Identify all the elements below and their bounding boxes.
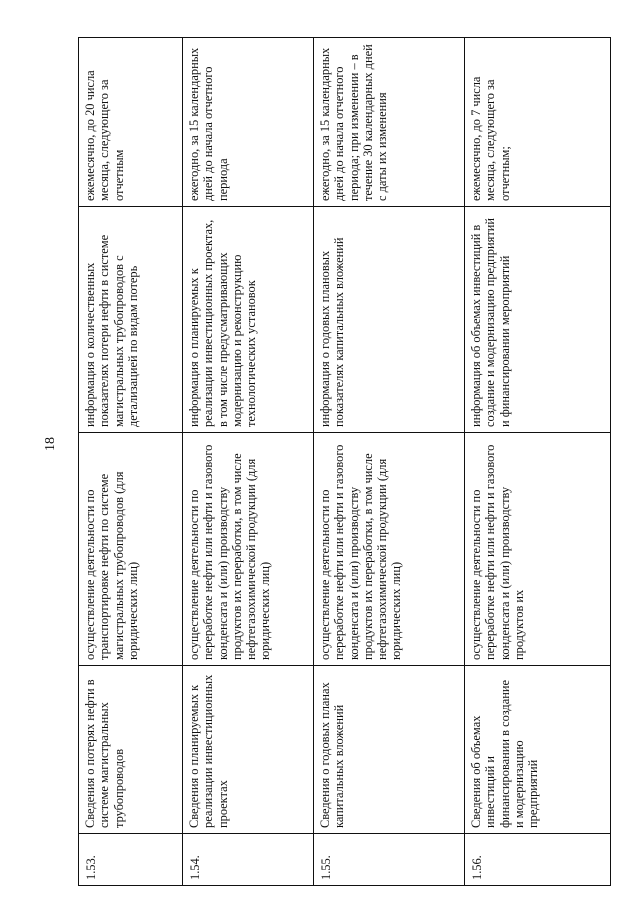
- row-number: 1.54.: [183, 834, 314, 886]
- rotated-table-container: [78, 38, 610, 886]
- row-number: 1.53.: [79, 834, 183, 886]
- report-name: Сведения об объемах инвестиций и финансировании в создание и модернизацию предприятий: [465, 666, 611, 834]
- activity-type: осуществление деятельности по переработке нефти или нефти и газового конденсата и (или) производству продуктов их: [465, 433, 611, 666]
- reporting-table: [78, 37, 611, 886]
- row-number: 1.56.: [465, 834, 611, 886]
- activity-type: осуществление деятельности по транспортировке нефти по системе магистральных трубопроводов (для юридических лиц): [79, 433, 183, 666]
- report-period: ежегодно, за 15 календарных дней до начала отчетного периода: [183, 38, 314, 207]
- report-period: ежемесячно, до 7 числа месяца, следующего за отчетным;: [465, 38, 611, 207]
- row-number: 1.55.: [314, 834, 465, 886]
- report-name: Сведения о годовых планах капитальных вложений: [314, 666, 465, 834]
- report-content: информация о годовых плановых показателях капитальных вложений: [314, 207, 465, 433]
- report-name: Сведения о потерях нефти в системе магистральных трубопроводов: [79, 666, 183, 834]
- table-row: [314, 38, 465, 886]
- activity-type: осуществление деятельности по переработке нефти или нефти и газового конденсата и (или) производству продуктов их переработки, в том числе нефтегазохимической продукции (для юридических лиц): [183, 433, 314, 666]
- report-content: информация о планируемых к реализации инвестиционных проектах, в том числе предусматривающих модернизацию и реконструкцию технологических установок: [183, 207, 314, 433]
- report-period: ежегодно, за 15 календарных дней до начала отчетного периода; при изменении – в течение 30 календарных дней с даты их изменения: [314, 38, 465, 207]
- page-number: 18: [43, 437, 58, 451]
- report-name: Сведения о планируемых к реализации инвестиционных проектах: [183, 666, 314, 834]
- report-content: информация о количественных показателях потери нефти в системе магистральных трубопроводов с детализацией по видам потерь: [79, 207, 183, 433]
- report-content: информация об объемах инвестиций в создание и модернизацию предприятий и финансировании мероприятий: [465, 207, 611, 433]
- table-row: [183, 38, 314, 886]
- table-row: [465, 38, 611, 886]
- table-row: [79, 38, 183, 886]
- activity-type: осуществление деятельности по переработке нефти или нефти и газового конденсата и (или) производству продуктов их переработки, в том числе нефтегазохимической продукции (для юридических лиц): [314, 433, 465, 666]
- report-period: ежемесячно, до 20 числа месяца, следующего за отчетным: [79, 38, 183, 207]
